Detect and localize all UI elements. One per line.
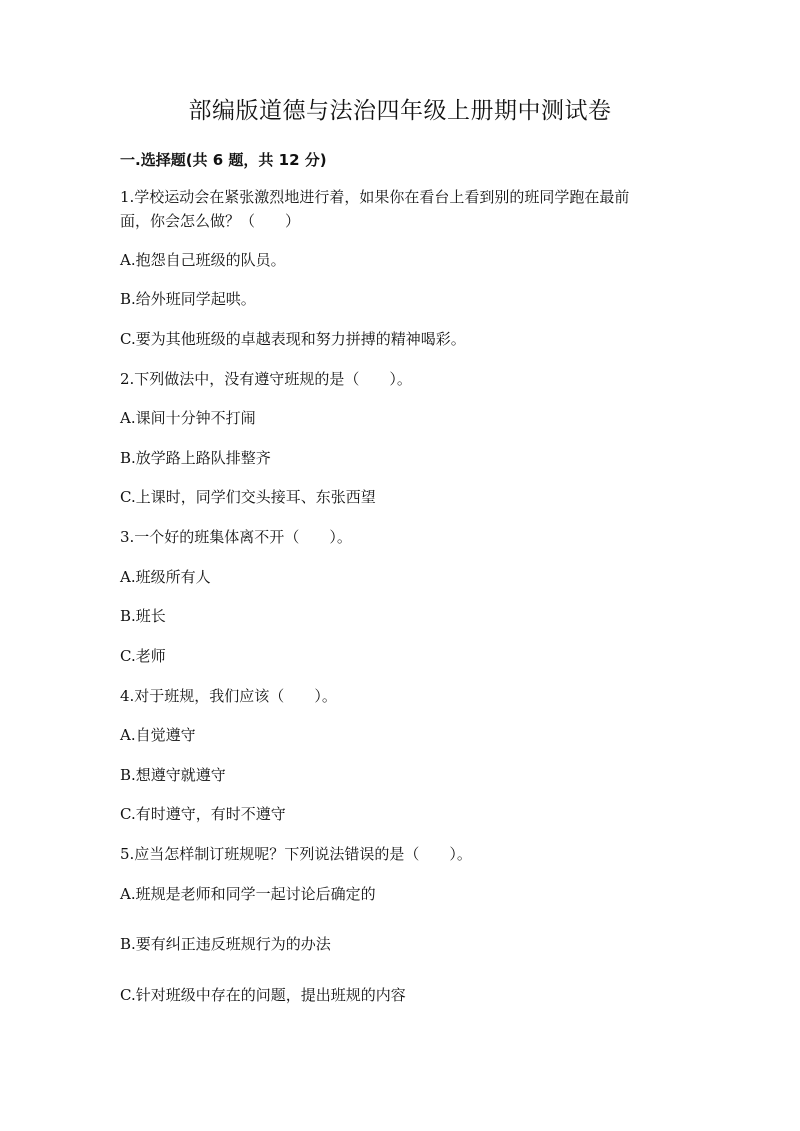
- question-4-option-c: C.有时遵守，有时不遵守: [120, 805, 286, 823]
- question-2-text: 2.下列做法中，没有遵守班规的是（ ）。: [120, 370, 412, 388]
- question-5-option-a: A.班规是老师和同学一起讨论后确定的: [120, 885, 376, 903]
- question-2-option-c: C.上课时，同学们交头接耳、东张西望: [120, 488, 376, 506]
- question-5-option-c: C.针对班级中存在的问题，提出班规的内容: [120, 986, 406, 1004]
- question-1-text-cont: 面，你会怎么做？（ ）: [120, 212, 301, 230]
- question-4-text: 4.对于班规，我们应该（ ）。: [120, 687, 337, 705]
- question-3-option-a: A.班级所有人: [120, 568, 211, 586]
- question-2-option-a: A.课间十分钟不打闹: [120, 409, 256, 427]
- question-3-option-b: B.班长: [120, 607, 166, 625]
- question-1-option-b: B.给外班同学起哄。: [120, 290, 256, 308]
- question-3-text: 3.一个好的班集体离不开（ ）。: [120, 528, 352, 546]
- question-5-text: 5.应当怎样制订班规呢？下列说法错误的是（ ）。: [120, 845, 472, 863]
- question-4-option-a: A.自觉遵守: [120, 726, 196, 744]
- question-2-option-b: B.放学路上路队排整齐: [120, 449, 271, 467]
- question-4-option-b: B.想遵守就遵守: [120, 766, 226, 784]
- question-1-option-a: A.抱怨自己班级的队员。: [120, 251, 286, 269]
- question-1-text: 1.学校运动会在紧张激烈地进行着，如果你在看台上看到别的班同学跑在最前: [120, 188, 630, 206]
- section-heading: 一.选择题(共 6 题，共 12 分): [120, 151, 327, 169]
- page-title: 部编版道德与法治四年级上册期中测试卷: [188, 98, 612, 124]
- question-3-option-c: C.老师: [120, 647, 166, 665]
- question-1-option-c: C.要为其他班级的卓越表现和努力拼搏的精神喝彩。: [120, 330, 466, 348]
- question-5-option-b: B.要有纠正违反班规行为的办法: [120, 935, 331, 953]
